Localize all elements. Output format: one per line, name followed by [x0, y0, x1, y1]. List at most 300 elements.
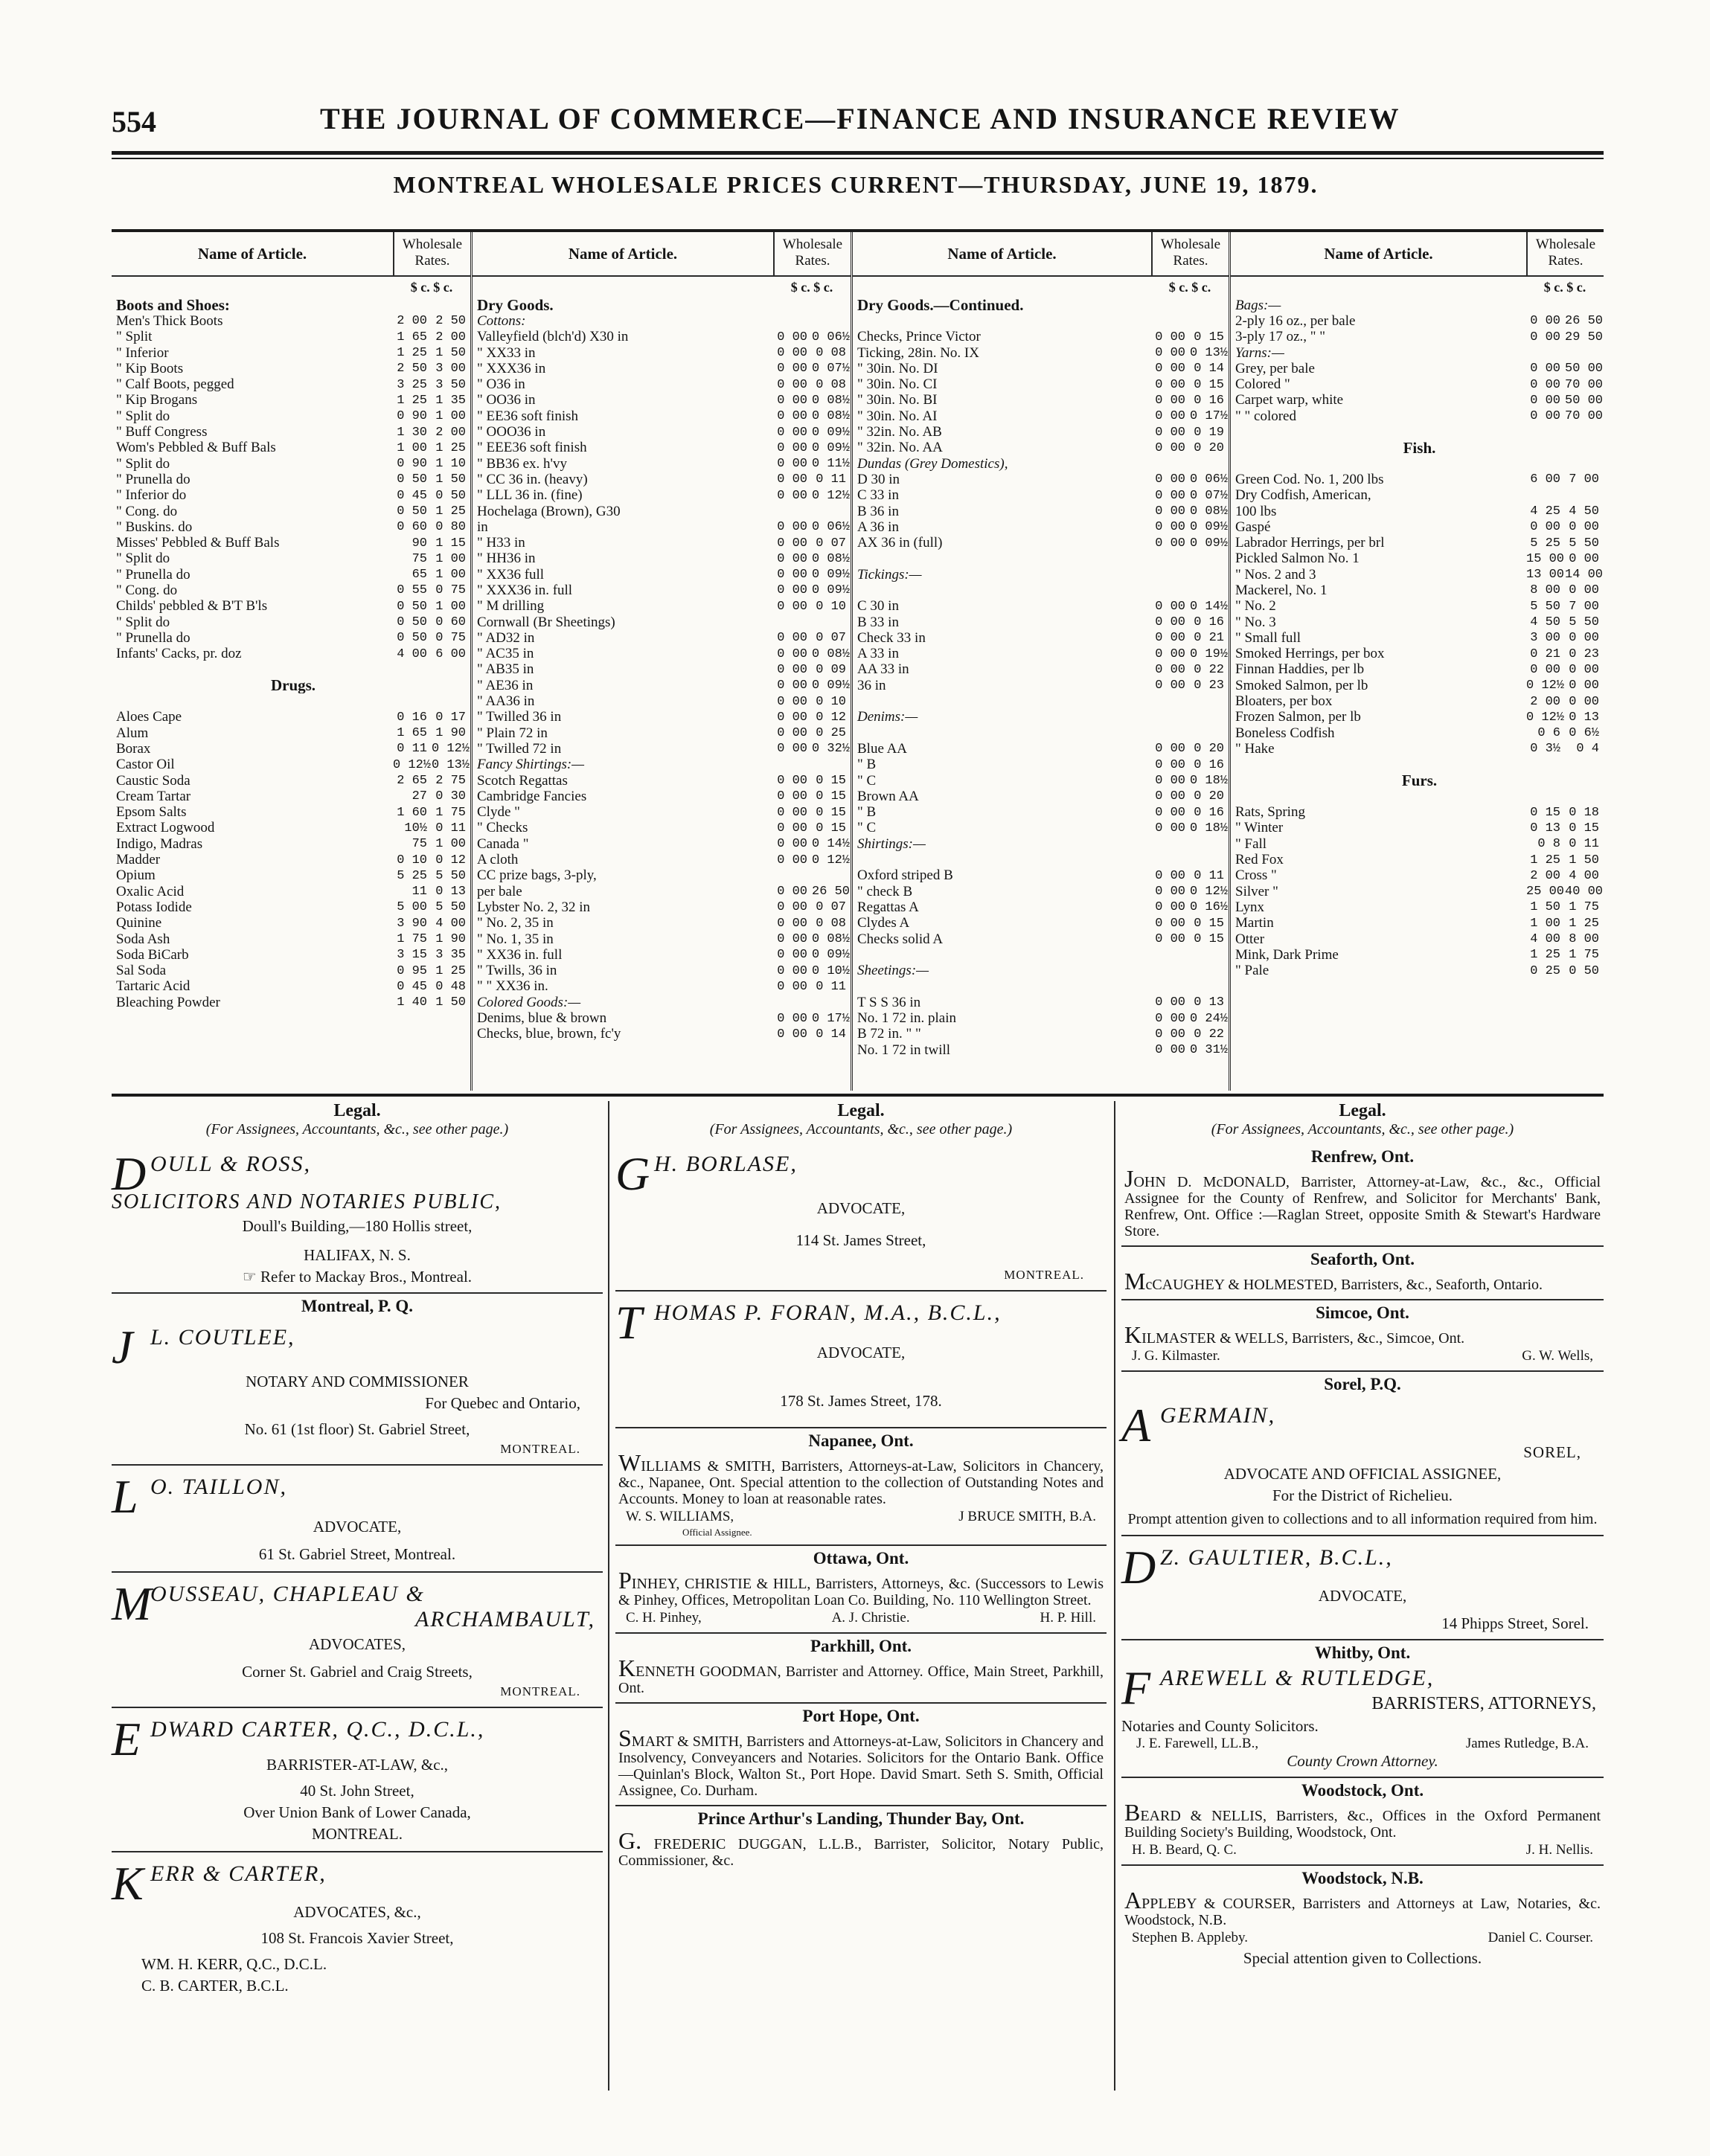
article-name: 36 in: [857, 678, 886, 693]
price-row: [853, 1027, 1229, 1042]
rate-high: 0 06½: [812, 520, 851, 535]
rate-high: 0 09½: [812, 948, 851, 963]
rate-high: 0 10: [816, 599, 846, 614]
price-row: [853, 535, 1229, 551]
rate-high: 0 32½: [812, 742, 851, 757]
price-row: [473, 931, 851, 947]
card-edward-carter: E DWARD CARTER, Q.C., D.C.L., BARRISTER-AT-LAW, &c., 40 St. John Street, Over Union Bank of Lower Canada, MONTREAL.: [112, 1713, 485, 1843]
price-row: [853, 741, 1229, 757]
price-row: [853, 376, 1229, 392]
article-name: " 30in. No. CI: [857, 376, 938, 393]
rate-low: 0 00: [777, 837, 807, 852]
price-row: [1231, 693, 1604, 709]
article-name: Cornwall (Br Sheetings): [477, 614, 615, 630]
column-header-name: Name of Article.: [1324, 244, 1433, 263]
article-name: " Prunella do: [116, 567, 190, 583]
price-row: [473, 979, 851, 995]
rate-low: 0 00: [1155, 409, 1185, 424]
rate-low: 2 00: [397, 314, 427, 329]
rate-high: 1 50: [1569, 853, 1599, 867]
article-name: " Pale: [1235, 963, 1269, 979]
rate-low: 0 00: [1155, 678, 1185, 693]
article-name: " Inferior do: [116, 487, 187, 504]
article-name: A 36 in: [857, 519, 899, 535]
rate-low: 0 00: [1155, 1011, 1185, 1026]
rate-units-label: $ c. $ c.: [790, 279, 833, 295]
rate-low: 0 00: [1155, 393, 1185, 408]
rate-units-label: $ c. $ c.: [1168, 279, 1211, 295]
legal-subheading: (For Assignees, Accountants, &c., see other page.): [205, 1121, 509, 1138]
rate-high: 0 15: [1569, 821, 1599, 835]
rate-high: 0 07: [816, 536, 846, 551]
price-row: [112, 884, 470, 899]
price-row: [853, 424, 1229, 440]
article-name: C 33 in: [857, 487, 899, 504]
price-row: [112, 963, 470, 978]
article-name: Potass Iodide: [116, 899, 192, 915]
legal-heading: Legal.: [333, 1101, 381, 1120]
rate-high: 0 08: [816, 346, 846, 361]
article-name: 3-ply 17 oz., " ": [1235, 329, 1326, 345]
price-row: [473, 693, 851, 709]
rate-high: 0 07: [816, 900, 846, 915]
legal-column-2: Legal. (For Assignees, Accountants, &c., see other page.) G H. BORLASE, ADVOCATE, 114 St. James Street, MONTREAL. T HOMAS P. FORAN, M.A., B.C.L., ADVOCATE, 178 St. James Street, 178. Napanee, Ont. WILLIAMS & SMITH, Barristers, Attorneys-at-Law, Solicitors in Chancery, &c., Napanee, Ont. Special attention to the collection of Outstanding Notes and Accounts. Money to loan at reasonable rates. W. S. WILLIAMS, J BRUCE SMITH, B.A. Official Assignee. Ottawa, Ont. PINHEY, CHRISTIE & HILL, Barristers, Attorneys, &c. (Successors to Lewis & Pinhey, Offices, Metropolitan Loan Co. Building, No. 110 Wellington Street. C. H. Pinhey, A. J. Christie. H. P. Hill. Parkhill, Ont. KENNETH GOODMAN, Barrister and Attorney. Office, Main Street, Parkhill, Ont. Port Hope, Ont. SMART & SMITH, Barristers and Attorneys-at-Law, Solicitors in Chancery and Insolvency, Conveyancers and Notaries. Solicitors for the Ontario Bank. Office—Quinlan's Block, Walton St., Port Hope. David Smart. Seth S. Smith, Official Assignee, Co. Durham. Prince Arthur's Landing, Thunder Bay, Ont. G. FREDERIC DUGGAN, L.L.B., Barrister, Solicitor, Notary Public, Commissioner, &c.: [615, 1101, 1107, 1869]
price-row: [473, 519, 851, 535]
article-name: Denims:—: [857, 709, 918, 725]
rate-high: 3 00: [435, 362, 466, 376]
rate-low: 0 00: [777, 551, 807, 566]
rate-high: 1 35: [435, 393, 466, 408]
article-name: " Inferior: [116, 344, 169, 361]
article-name: Frozen Salmon, per lb: [1235, 709, 1361, 725]
price-row: [853, 899, 1229, 915]
price-row: [473, 1010, 851, 1026]
rate-high: 0 19: [1194, 425, 1224, 440]
rate-units-label: $ c. $ c.: [410, 279, 453, 295]
rate-low: 0 00: [1530, 330, 1560, 344]
rate-low: 0 00: [1155, 599, 1185, 614]
section-heading: [1231, 298, 1604, 313]
article-name: D 30 in: [857, 472, 900, 487]
rate-high: 6 00: [435, 647, 466, 661]
town-heading-ottawa: Ottawa, Ont.: [615, 1544, 1107, 1568]
article-name: Quinine: [116, 915, 162, 931]
rate-low: 1 30: [397, 425, 427, 440]
rate-high: 3 50: [435, 377, 466, 392]
section-heading: [1231, 773, 1604, 789]
price-row: [473, 789, 851, 804]
article-name: Sal Soda: [116, 963, 167, 979]
price-row: [1231, 615, 1604, 630]
article-name: Madder: [116, 852, 161, 868]
town-heading-woodstock-nb: Woodstock, N.B.: [1121, 1864, 1604, 1888]
rate-low: 0 60: [397, 520, 427, 535]
price-row: [112, 345, 470, 361]
article-name: " AB35 in: [477, 661, 534, 678]
column-header-rates: Wholesale Rates.: [1526, 232, 1604, 275]
article-name: Otter: [1235, 931, 1265, 947]
price-row: [112, 408, 470, 424]
rate-high: 70 00: [1565, 377, 1604, 392]
section-heading: [473, 298, 851, 313]
rate-low: 0 00: [777, 647, 807, 661]
rate-high: 0 15: [1194, 932, 1224, 947]
article-name: " 32in. No. AA: [857, 440, 943, 456]
article-name: Hochelaga (Brown), G30: [477, 503, 621, 519]
article-name: " Twilled 72 in: [477, 741, 562, 757]
article-name: Check 33 in: [857, 630, 926, 646]
article-name: Dry Codfish, American,: [1235, 487, 1371, 504]
rate-high: 0 06½: [812, 330, 851, 344]
rate-high: 0 17: [435, 710, 466, 725]
rate-low: 2 00: [1530, 868, 1560, 883]
journal-title: THE JOURNAL OF COMMERCE—FINANCE AND INSURANCE REVIEW: [320, 102, 1400, 135]
article-name: Men's Thick Boots: [116, 313, 223, 329]
article-name: Green Cod. No. 1, 200 lbs: [1235, 472, 1384, 487]
price-row: [1231, 535, 1604, 551]
rate-high: 0 18½: [1190, 821, 1229, 835]
section-heading: [473, 757, 851, 773]
rate-high: 0 22: [1194, 662, 1224, 677]
rate-high: 5 50: [1569, 536, 1599, 551]
section-heading: [1231, 345, 1604, 361]
price-row: [1231, 361, 1604, 376]
rate-low: 0 00: [777, 805, 807, 820]
section-heading: [853, 567, 1229, 583]
article-name: " 30in. No. AI: [857, 408, 938, 424]
rate-high: 0 30: [435, 789, 466, 804]
price-row: [473, 535, 851, 551]
rate-low: 1 60: [397, 805, 427, 820]
rate-low: 0 00: [1155, 774, 1185, 789]
price-row: [112, 725, 470, 741]
rate-low: 0 00: [777, 662, 807, 677]
column-header-rates: Wholesale Rates.: [393, 232, 470, 275]
rate-high: 0 22: [1194, 1027, 1224, 1042]
rate-high: 5 50: [435, 868, 466, 883]
rate-high: 0 15: [816, 774, 846, 789]
rate-high: 0 00: [1569, 662, 1599, 677]
article-name: Clyde ": [477, 804, 520, 821]
article-name: " Plain 72 in: [477, 725, 548, 741]
section-heading: [853, 710, 1229, 725]
rate-low: 1 00: [397, 440, 427, 455]
rate-high: 0 13½: [432, 757, 470, 772]
rate-low: 0 55: [397, 583, 427, 598]
price-row: [1231, 884, 1604, 899]
rate-low: 0 00: [1530, 314, 1560, 329]
price-row: [1231, 725, 1604, 741]
rate-high: 1 50: [435, 995, 466, 1010]
legal-heading-2: Legal.: [837, 1101, 885, 1120]
article-name: " AC35 in: [477, 646, 534, 662]
article-name: " CC 36 in. (heavy): [477, 472, 588, 487]
column-header: [1231, 232, 1604, 277]
price-row: [853, 361, 1229, 376]
price-row: [473, 725, 851, 741]
price-row: [853, 488, 1229, 504]
rate-low: 0 00: [1155, 757, 1185, 772]
price-row: [473, 551, 851, 567]
rate-low: 1 40: [397, 995, 427, 1010]
price-row: [473, 456, 851, 472]
article-name: Extract Logwood: [116, 820, 215, 836]
article-name: Dry Goods.—Continued.: [857, 298, 1024, 314]
article-name: Cottons:: [477, 313, 526, 329]
article-name: " Nos. 2 and 3: [1235, 567, 1316, 583]
rate-high: 0 16½: [1190, 900, 1229, 915]
price-row: [473, 678, 851, 693]
price-row: [1231, 821, 1604, 836]
rate-high: 0 08½: [1190, 504, 1229, 519]
article-name: " Checks: [477, 820, 528, 836]
rate-high: 0 50: [1569, 963, 1599, 978]
rate-high: 0 14: [816, 1027, 846, 1042]
rate-high: 1 00: [435, 837, 466, 852]
price-row: [112, 488, 470, 504]
rate-low: 0 12½: [1526, 710, 1565, 725]
price-row: [112, 852, 470, 867]
article-name: Cross ": [1235, 867, 1277, 884]
price-row: [473, 821, 851, 836]
rate-high: 0 07½: [812, 362, 851, 376]
price-row: [112, 947, 470, 963]
rate-high: 0 17½: [812, 1011, 851, 1026]
article-name: " Buff Congress: [116, 424, 208, 440]
price-row: [853, 662, 1229, 678]
page-number: 554: [112, 105, 156, 138]
article-name: Furs.: [1401, 772, 1438, 789]
price-row: [112, 504, 470, 519]
article-name: Carpet warp, white: [1235, 392, 1344, 408]
rate-low: 0 95: [397, 963, 427, 978]
price-column-1: [112, 232, 473, 1091]
article-name: Checks, Prince Victor: [857, 329, 981, 345]
rate-low: 1 65: [397, 726, 427, 741]
rate-low: 0 90: [397, 457, 427, 472]
legal-column-3: Legal. (For Assignees, Accountants, &c., see other page.) Renfrew, Ont. JOHN D. McDONALD, Barrister, Attorney-at-Law, &c., &c., Official Assignee for the County of Renfrew, and Solicitor for Merchants' Bank, Renfrew, Ont. Office :—Raglan Street, opposite Smith & Stewart's Hardware Store. Seaforth, Ont. McCAUGHEY & HOLMESTED, Barristers, &c., Seaforth, Ontario. Simcoe, Ont. KILMASTER & WELLS, Barristers, &c., Simcoe, Ont. J. G. Kilmaster. G. W. Wells, Sorel, P.Q. A GERMAIN, SOREL, ADVOCATE AND OFFICIAL ASSIGNEE, For the District of Richelieu. Prompt attention given to collections and to all information required from him. D Z. GAULTIER, B.C.L., ADVOCATE, 14 Phipps Street, Sorel. Whitby, Ont. F AREWELL & RUTLEDGE, BARRISTERS, ATTORNEYS, Notaries and County Solicitors. J. E. Farewell, LL.B., James Rutledge, B.A. County Crown Attorney. Woodstock, Ont. BEARD & NELLIS, Barristers, &c., Offices in the Oxford Permanent Building Society's Building, Woodstock, Ont. H. B. Beard, Q. C. J. H. Nellis. Woodstock, N.B. APPLEBY & COURSER, Barristers and Attorneys at Law, Notaries, &c. Woodstock, N.B. Stephen B. Appleby. Daniel C. Courser. Special attention given to Collections.: [1121, 1101, 1604, 1968]
article-name: Regattas A: [857, 899, 919, 915]
article-name: No. 1 72 in. plain: [857, 1010, 956, 1027]
rate-low: 0 00: [1155, 425, 1185, 440]
rate-low: 0 00: [777, 853, 807, 867]
price-row: [853, 773, 1229, 789]
rate-low: 0 90: [397, 409, 427, 424]
article-name: Valleyfield (blch'd) X30 in: [477, 329, 629, 345]
article-name: A cloth: [477, 852, 519, 868]
rate-high: 0 00: [1569, 631, 1599, 646]
rate-low: 0 00: [1155, 1043, 1185, 1058]
article-name: Opium: [116, 867, 156, 884]
card-williams-smith: WILLIAMS & SMITH, Barristers, Attorneys-at-Law, Solicitors in Chancery, &c., Napanee, Ont. Special attention to the collection of Outstanding Notes and Accounts. Money to loan at reasonable rates.: [618, 1449, 1104, 1507]
rate-high: 1 75: [435, 805, 466, 820]
article-name: " Twills, 36 in: [477, 963, 557, 979]
rate-low: 0 00: [1530, 362, 1560, 376]
article-name: Rats, Spring: [1235, 804, 1305, 821]
price-row: [112, 789, 470, 804]
spacer-row: [853, 583, 1229, 598]
rate-low: 0 00: [777, 377, 807, 392]
price-row: [473, 710, 851, 725]
price-row: [473, 345, 851, 361]
rate-high: 7 00: [1569, 599, 1599, 614]
section-heading: [853, 963, 1229, 978]
article-name: Labrador Herrings, per brl: [1235, 535, 1385, 551]
town-heading-prince-arthurs-landing: Prince Arthur's Landing, Thunder Bay, Ont.: [615, 1805, 1107, 1829]
article-name: Fish.: [1403, 440, 1436, 456]
price-row: [473, 805, 851, 821]
article-name: Smoked Herrings, per box: [1235, 646, 1385, 662]
rate-low: 0 00: [777, 885, 807, 899]
article-name: No. 1 72 in twill: [857, 1042, 951, 1058]
rate-high: 0 18: [1569, 805, 1599, 820]
article-name: Clydes A: [857, 915, 910, 931]
legal-heading-3: Legal.: [1339, 1101, 1386, 1120]
rate-high: 50 00: [1565, 362, 1604, 376]
rate-low: 0 00: [777, 963, 807, 978]
rate-high: 0 00: [1569, 520, 1599, 535]
town-heading-napanee: Napanee, Ont.: [615, 1427, 1107, 1451]
rate-high: 8 00: [1569, 932, 1599, 947]
article-name: " No. 2: [1235, 598, 1276, 615]
price-row: [853, 630, 1229, 646]
article-name: " Split do: [116, 455, 170, 472]
price-row: [112, 599, 470, 615]
price-row: [112, 615, 470, 630]
price-row: [112, 330, 470, 345]
rate-low: 0 16: [397, 710, 427, 725]
rate-high: 0 15: [1194, 377, 1224, 392]
rate-low: 0 00: [1155, 789, 1185, 804]
spacer-row: [1231, 757, 1604, 773]
rate-high: 0 14: [1194, 362, 1224, 376]
article-name: Sheetings:—: [857, 963, 929, 979]
article-name: " XX36 full: [477, 567, 545, 583]
rate-high: 0 06½: [1190, 472, 1229, 487]
article-name: " AD32 in: [477, 630, 535, 646]
price-row: [1231, 330, 1604, 345]
rate-high: 0 13: [435, 885, 466, 899]
article-name: " EEE36 soft finish: [477, 440, 587, 456]
price-row: [112, 836, 470, 852]
article-name: C 30 in: [857, 598, 899, 615]
rate-high: 5 50: [1569, 615, 1599, 630]
rate-low: 0 00: [777, 440, 807, 455]
section-heading: [112, 678, 470, 693]
article-name: " Winter: [1235, 820, 1284, 836]
rate-high: 0 20: [1194, 440, 1224, 455]
spacer-row: [1231, 456, 1604, 472]
rate-low: 0 12½: [1526, 678, 1565, 693]
rate-high: 26 50: [812, 885, 851, 899]
rate-high: 0 08½: [812, 393, 851, 408]
price-row: [473, 361, 851, 376]
price-row: [1231, 376, 1604, 392]
rate-low: 0 00: [777, 821, 807, 835]
rate-high: 0 08½: [812, 409, 851, 424]
rate-low: 0 00: [777, 583, 807, 598]
rate-low: 0 00: [1155, 362, 1185, 376]
article-name: " Prunella do: [116, 472, 190, 487]
article-name: " OO36 in: [477, 392, 536, 408]
price-row: [112, 361, 470, 376]
rate-high: 0 12½: [812, 853, 851, 867]
article-name: B 33 in: [857, 614, 899, 630]
rate-low: 1 00: [1530, 916, 1560, 931]
rate-high: 26 50: [1565, 314, 1604, 329]
price-row: [853, 789, 1229, 804]
rate-high: 0 75: [435, 631, 466, 646]
town-heading-montreal: Montreal, P. Q.: [112, 1292, 603, 1316]
rate-low: 0 00: [1155, 932, 1185, 947]
price-row: [112, 551, 470, 567]
article-name: Bloaters, per box: [1235, 693, 1333, 710]
section-heading: [1231, 440, 1604, 456]
rate-high: 1 00: [435, 409, 466, 424]
article-name: B 36 in: [857, 503, 899, 519]
rate-high: 1 00: [435, 599, 466, 614]
rate-low: 0 13: [1530, 821, 1560, 835]
price-row: [473, 662, 851, 678]
rate-high: 0 20: [1194, 789, 1224, 804]
price-row: [473, 836, 851, 852]
rate-low: 1 25: [1530, 948, 1560, 963]
price-row: [112, 647, 470, 662]
prices-title: MONTREAL WHOLESALE PRICES CURRENT—THURSDAY, JUNE 19, 1879.: [393, 171, 1319, 198]
price-row: [473, 773, 851, 789]
section-heading: [853, 298, 1229, 313]
article-name: " LLL 36 in. (fine): [477, 487, 583, 504]
rate-low: 0 00: [777, 393, 807, 408]
article-name: Mackerel, No. 1: [1235, 583, 1328, 598]
section-heading: [112, 298, 470, 313]
rate-low: 0 6: [1537, 726, 1560, 741]
rate-low: 0 00: [1155, 742, 1185, 757]
article-name: " 32in. No. AB: [857, 424, 942, 440]
price-row: [112, 773, 470, 789]
article-name: " B: [857, 804, 877, 821]
rate-low: 90: [412, 536, 427, 551]
article-name: " Hake: [1235, 741, 1275, 757]
rate-low: 0 00: [777, 979, 807, 994]
rate-high: 1 90: [435, 932, 466, 947]
price-row: [473, 868, 851, 884]
article-name: " 30in. No. BI: [857, 392, 938, 408]
rate-low: 0 00: [777, 678, 807, 693]
town-heading-whitby: Whitby, Ont.: [1121, 1639, 1604, 1663]
rate-high: 1 75: [1569, 900, 1599, 915]
price-row: [853, 519, 1229, 535]
card-kilmaster: KILMASTER & WELLS, Barristers, &c., Simcoe, Ont.: [1124, 1321, 1465, 1348]
price-row: [1231, 852, 1604, 867]
article-name: " Twilled 36 in: [477, 709, 562, 725]
rate-low: 0 00: [1530, 520, 1560, 535]
article-name: Silver ": [1235, 883, 1278, 899]
rate-high: 1 25: [435, 440, 466, 455]
rate-low: 3 25: [397, 377, 427, 392]
article-name: Boneless Codfish: [1235, 725, 1335, 741]
rate-low: 0 00: [1155, 916, 1185, 931]
price-row: [473, 884, 851, 899]
rate-high: 0 07: [816, 631, 846, 646]
rate-high: 0 07½: [1190, 488, 1229, 503]
article-name: Grey, per bale: [1235, 361, 1315, 376]
article-name: Caustic Soda: [116, 772, 190, 789]
rate-low: 1 65: [397, 330, 427, 344]
price-row: [853, 330, 1229, 345]
rate-low: 0 00: [1155, 330, 1185, 344]
article-name: Soda BiCarb: [116, 947, 189, 963]
